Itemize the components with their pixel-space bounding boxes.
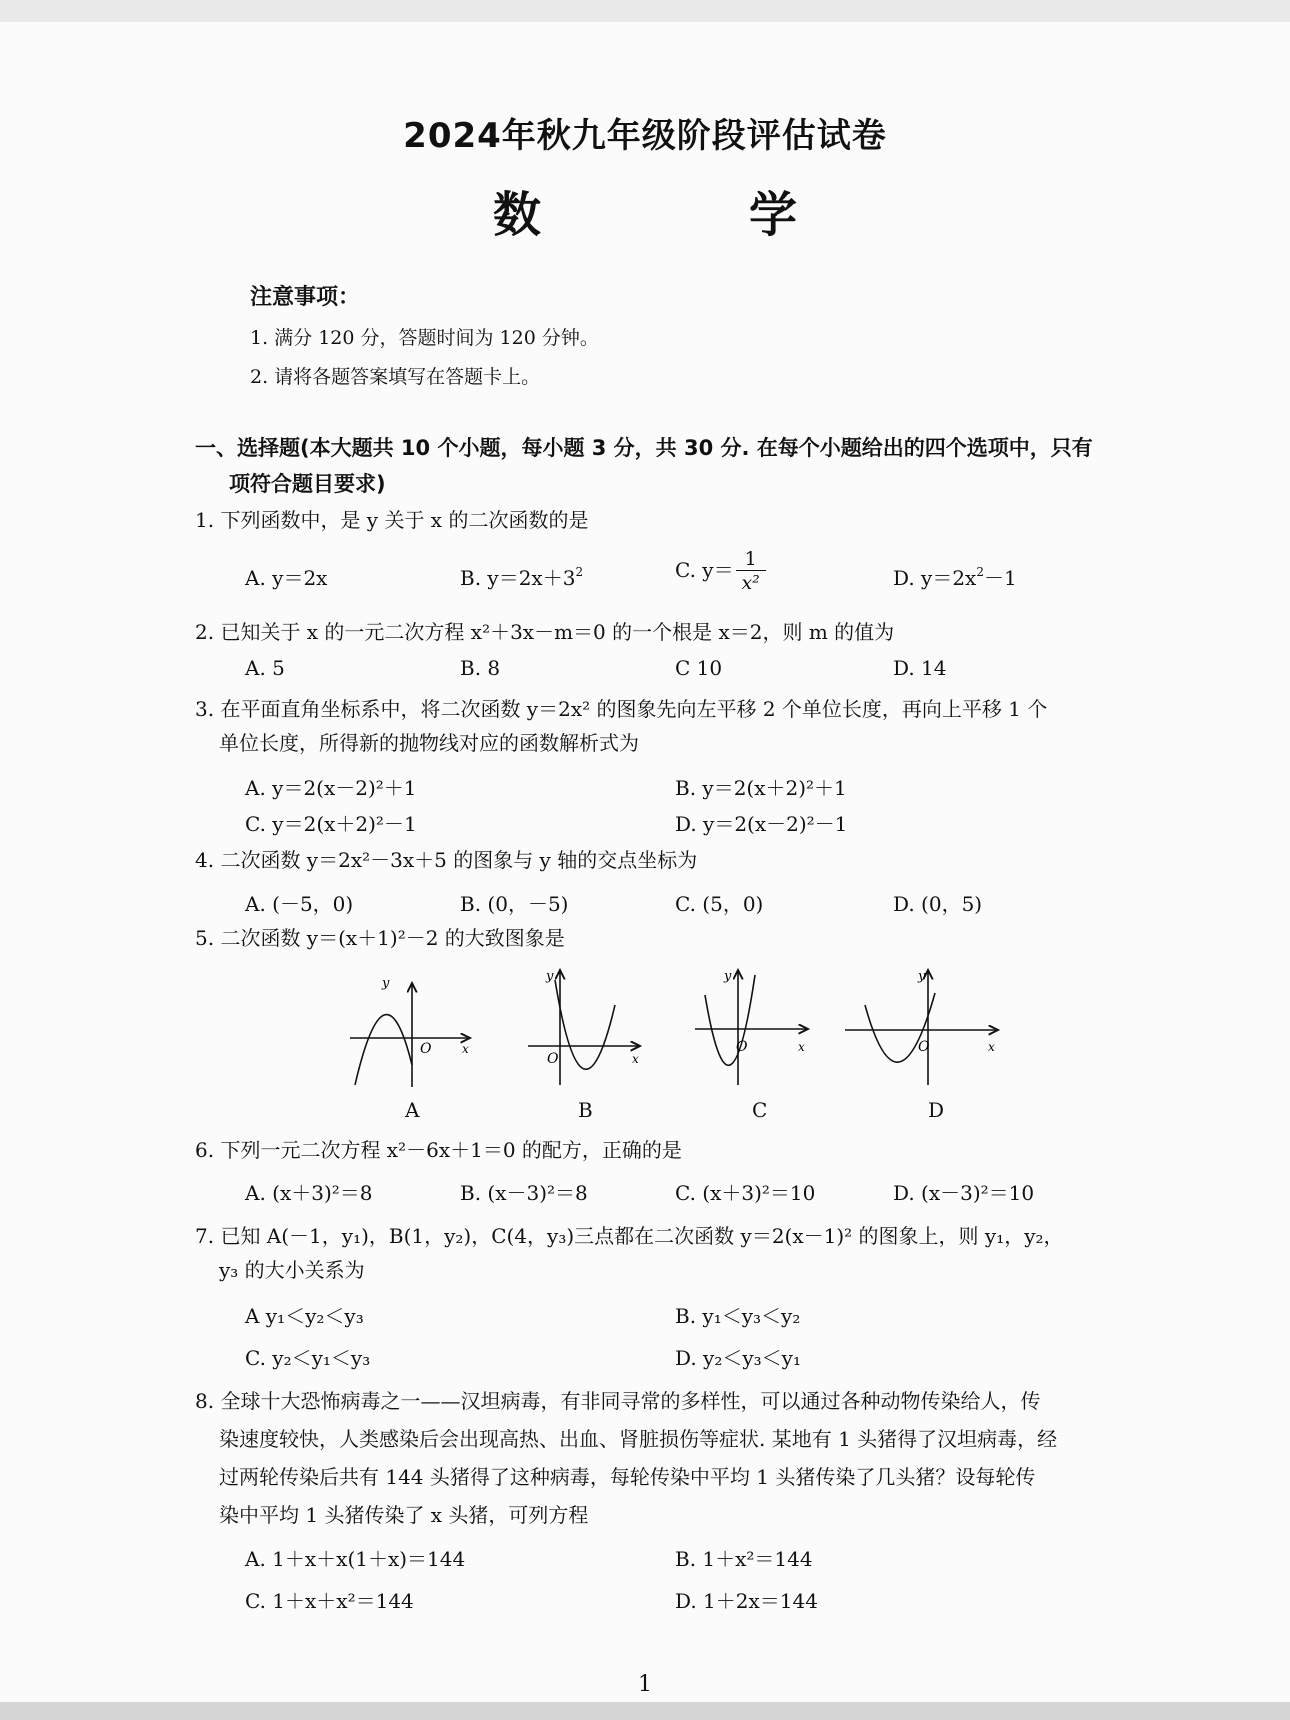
q5-graph-options xyxy=(350,965,1010,1125)
q7-option-d: D. y₂＜y₃＜y₁ xyxy=(675,1346,801,1370)
question-3-stem xyxy=(195,692,1155,760)
q1-option-a: A. y＝2x xyxy=(245,566,328,590)
graph-a-x-label: x xyxy=(462,1042,469,1056)
q7-stem-line-1: 7. 已知 A(－1，y₁)，B(1，y₂)，C(4，y₃)三点都在二次函数 y＝2(x－1)² 的图象上，则 y₁，y₂， xyxy=(195,1224,1064,1248)
q1-option-b: B. $y=2x+3^2$ xyxy=(460,565,584,590)
q8-stem-line-3: 过两轮传染后共有 144 头猪得了这种病毒，每轮传染中平均 1 头猪传染了几头猪？设每轮传 xyxy=(219,1465,1036,1489)
question-6-stem: 6. 下列一元二次方程 x²－6x＋1＝0 的配方，正确的是 xyxy=(195,1138,682,1162)
graph-a-origin-label: O xyxy=(420,1041,432,1057)
notice-heading: 注意事项： xyxy=(250,285,361,310)
question-8-stem xyxy=(195,1382,1155,1534)
q2-option-a: A. 5 xyxy=(245,656,285,680)
q6-option-a: A. (x＋3)²＝8 xyxy=(245,1181,373,1205)
q7-option-c: C. y₂＜y₁＜y₃ xyxy=(245,1346,371,1370)
graph-c xyxy=(695,970,808,1085)
q2-option-d: D. 14 xyxy=(893,656,947,680)
graph-a xyxy=(350,983,470,1087)
q3-option-b: B. y＝2(x＋2)²＋1 xyxy=(675,776,847,800)
q8-option-b: B. 1＋x²＝144 xyxy=(675,1547,813,1571)
graph-c-label: C xyxy=(752,1098,768,1122)
exam-title: 2024年秋九年级阶段评估试卷 xyxy=(403,116,887,156)
q7-option-b: B. y₁＜y₃＜y₂ xyxy=(675,1304,801,1328)
q6-option-d: D. (x－3)²＝10 xyxy=(893,1181,1035,1205)
notice-block xyxy=(250,280,599,401)
section-1-title xyxy=(195,430,1125,502)
q4-option-a: A. (－5，0) xyxy=(245,892,354,916)
scan-top-band xyxy=(0,0,1290,22)
notice-line-2: 2. 请将各题答案填写在答题卡上。 xyxy=(250,366,541,388)
q8-option-d: D. 1＋2x＝144 xyxy=(675,1589,818,1613)
question-2-stem: 2. 已知关于 x 的一元二次方程 x²＋3x－m＝0 的一个根是 x＝2，则 m 的值为 xyxy=(195,620,895,644)
graph-d xyxy=(845,970,998,1085)
q3-option-c: C. y＝2(x＋2)²－1 xyxy=(245,812,417,836)
q8-stem-line-2: 染速度较快，人类感染后会出现高热、出血、肾脏损伤等症状. 某地有 1 头猪得了汉坦病毒，经 xyxy=(219,1427,1058,1451)
q3-option-a: A. y＝2(x－2)²＋1 xyxy=(245,776,417,800)
q6-option-c: C. (x＋3)²＝10 xyxy=(675,1181,816,1205)
graph-b-label: B xyxy=(578,1098,593,1122)
graph-b-origin-label: O xyxy=(547,1051,559,1067)
question-7-stem xyxy=(195,1219,1155,1287)
graph-c-x-label: x xyxy=(798,1040,805,1054)
q7-stem-line-2: y₃ 的大小关系为 xyxy=(219,1258,365,1282)
question-1-stem: 1. 下列函数中，是 y 关于 x 的二次函数的是 xyxy=(195,508,589,532)
q3-stem-line-1: 3. 在平面直角坐标系中，将二次函数 y＝2x² 的图象先向左平移 2 个单位长度，再向上平移 1 个 xyxy=(195,697,1048,721)
graph-d-x-label: x xyxy=(988,1040,995,1054)
exam-subject: 数 学 xyxy=(492,187,877,243)
section-1-title-line-2: 项符合题目要求) xyxy=(229,472,386,496)
graph-b-x-label: x xyxy=(632,1052,639,1066)
question-5-stem: 5. 二次函数 y＝(x＋1)²－2 的大致图象是 xyxy=(195,926,565,950)
graph-a-label: A xyxy=(405,1098,420,1122)
q4-option-c: C. (5，0) xyxy=(675,892,764,916)
q1-option-c: C. y＝ $\frac{1}{\text{x²}}$ xyxy=(675,548,766,595)
page-number: 1 xyxy=(638,1672,652,1697)
q8-stem-line-4: 染中平均 1 头猪传染了 x 头猪，可列方程 xyxy=(219,1503,589,1527)
graph-c-origin-label: O xyxy=(736,1039,748,1055)
graph-d-origin-label: O xyxy=(918,1039,930,1055)
q4-option-d: D. (0，5) xyxy=(893,892,983,916)
notice-line-1: 1. 满分 120 分，答题时间为 120 分钟。 xyxy=(250,327,599,349)
q2-option-b: B. 8 xyxy=(460,656,501,680)
q8-stem-line-1: 8. 全球十大恐怖病毒之一——汉坦病毒，有非同寻常的多样性，可以通过各种动物传染给人，传 xyxy=(195,1389,1041,1413)
graph-b xyxy=(528,970,640,1085)
graph-d-y-label: y xyxy=(918,969,926,984)
q6-option-b: B. (x－3)²＝8 xyxy=(460,1181,588,1205)
graph-b-y-label: y xyxy=(546,969,554,984)
q7-option-a: A y₁＜y₂＜y₃ xyxy=(245,1304,364,1328)
scan-bottom-band xyxy=(0,1702,1290,1720)
q3-stem-line-2: 单位长度，所得新的抛物线对应的函数解析式为 xyxy=(219,731,639,755)
graph-c-y-label: y xyxy=(724,969,732,984)
q3-option-d: D. y＝2(x－2)²－1 xyxy=(675,812,848,836)
q8-option-c: C. 1＋x＋x²＝144 xyxy=(245,1589,414,1613)
q8-option-a: A. 1＋x＋x(1＋x)＝144 xyxy=(245,1547,466,1571)
q4-option-b: B. (0，－5) xyxy=(460,892,569,916)
q1-option-d: D. $y=2x^2-1$ xyxy=(893,565,1017,590)
section-1-title-line-1: 一、选择题(本大题共 10 个小题，每小题 3 分，共 30 分. 在每个小题给出的四个选项中，只有 xyxy=(195,436,1093,460)
graph-a-y-label: y xyxy=(382,976,390,991)
q1-option-c-fraction: $\frac{1}{\text{x²}}$ xyxy=(736,548,766,595)
graph-d-label: D xyxy=(928,1098,945,1122)
q5-graphs-svg xyxy=(350,965,1010,1095)
question-4-stem: 4. 二次函数 y＝2x²－3x＋5 的图象与 y 轴的交点坐标为 xyxy=(195,848,698,872)
q2-option-c: C 10 xyxy=(675,656,723,680)
